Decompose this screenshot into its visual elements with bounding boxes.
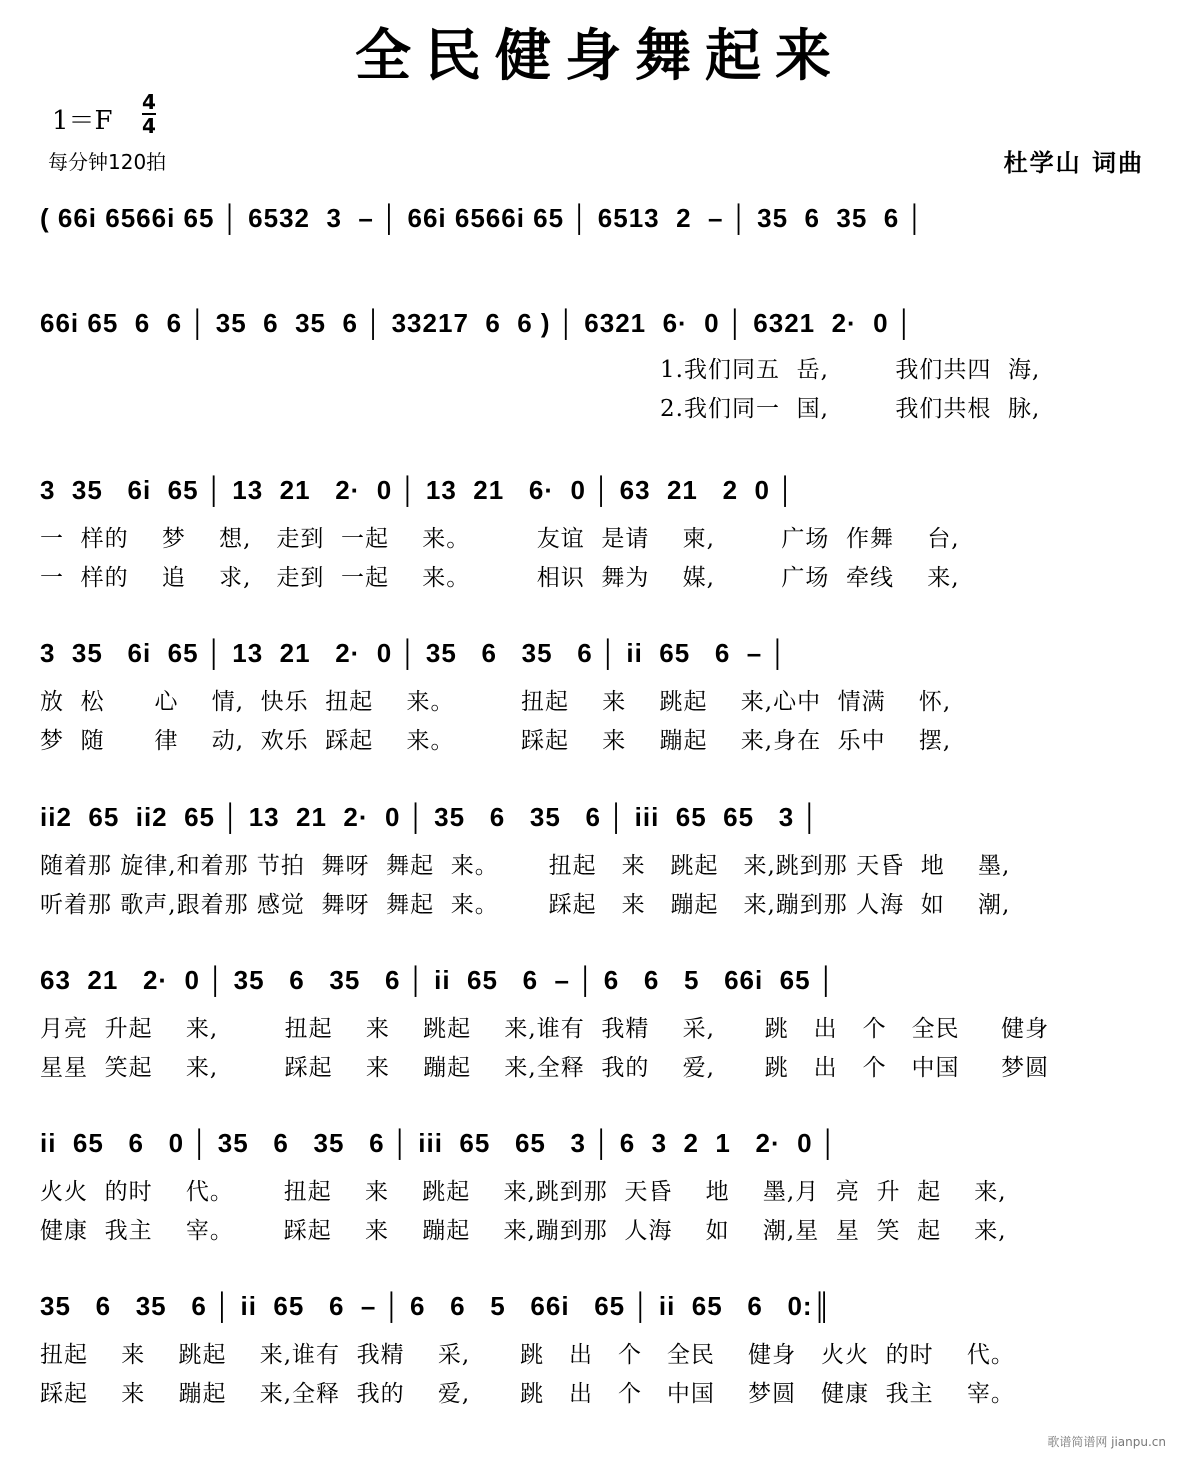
lyric-verse-1: 扭起 来 跳起 来,谁有 我精 采, 跳 出 个 全民 健身 火火 的时 代。 — [40, 1342, 1015, 1368]
score-row-1 — [40, 203, 1160, 234]
time-signature-top: 4 — [142, 90, 156, 114]
score-row-3 — [40, 475, 1160, 592]
score-row-2 — [40, 308, 1160, 423]
lyric-verse-2: 梦 随 律 动, 欢乐 踩起 来。 踩起 来 蹦起 来,身在 乐中 摆, — [40, 728, 952, 754]
lyric-verse-1: 1.我们同五 岳, 我们共四 海, — [660, 357, 1041, 383]
score-row-8 — [40, 1291, 1160, 1408]
time-signature — [142, 92, 156, 136]
notation-line: 63 21 2· 0 │ 35 6 35 6 │ ii 65 6 – │ 6 6 5 66i 65 │ — [40, 965, 837, 995]
score-row-7 — [40, 1128, 1160, 1245]
notation-line: 3 35 6i 65 │ 13 21 2· 0 │ 35 6 35 6 │ ii 65 6 – │ — [40, 638, 788, 668]
notation-line: 66i 65 6 6 │ 35 6 35 6 │ 33217 6 6 ) │ 6321 6· 0 │ 6321 2· 0 │ — [40, 308, 915, 338]
lyric-verse-1: 一 样的 梦 想, 走到 一起 来。 友谊 是请 柬, 广场 作舞 台, — [40, 526, 960, 552]
tempo-marking: 每分钟120拍 — [48, 150, 167, 174]
notation-line: 35 6 35 6 │ ii 65 6 – │ 6 6 5 66i 65 │ ii 65 6 0:║ — [40, 1291, 832, 1321]
score-row-4 — [40, 638, 1160, 755]
lyric-verse-2: 一 样的 追 求, 走到 一起 来。 相识 舞为 媒, 广场 牵线 来, — [40, 565, 960, 591]
lyric-verse-2: 2.我们同一 国, 我们共根 脉, — [660, 396, 1041, 422]
lyric-verse-1: 月亮 升起 来, 扭起 来 跳起 来,谁有 我精 采, 跳 出 个 全民 健身 — [40, 1016, 1050, 1042]
lyric-verse-1: 随着那 旋律,和着那 节拍 舞呀 舞起 来。 扭起 来 跳起 来,跳到那 天昏 地 墨, — [40, 853, 1011, 879]
lyric-verse-2: 听着那 歌声,跟着那 感觉 舞呀 舞起 来。 踩起 来 蹦起 来,蹦到那 人海 如 潮, — [40, 892, 1011, 918]
notation-line: ii2 65 ii2 65 │ 13 21 2· 0 │ 35 6 35 6 │ iii 65 65 3 │ — [40, 802, 820, 832]
lyric-verse-1: 放 松 心 情, 快乐 扭起 来。 扭起 来 跳起 来,心中 情满 怀, — [40, 689, 952, 715]
song-title: 全民健身舞起来 — [355, 23, 845, 89]
time-signature-bottom: 4 — [142, 114, 156, 138]
lyric-verse-2: 健康 我主 宰。 踩起 来 蹦起 来,蹦到那 人海 如 潮,星 星 笑 起 来, — [40, 1218, 1007, 1244]
lyric-verse-2: 踩起 来 蹦起 来,全释 我的 爱, 跳 出 个 中国 梦圆 健康 我主 宰。 — [40, 1381, 1015, 1407]
notation-line: ( 66i 6566i 65 │ 6532 3 – │ 66i 6566i 65 │ 6513 2 – │ 35 6 35 6 │ — [40, 203, 925, 233]
key-signature: 1＝F — [52, 106, 113, 136]
lyric-verse-2: 星星 笑起 来, 踩起 来 蹦起 来,全释 我的 爱, 跳 出 个 中国 梦圆 — [40, 1055, 1050, 1081]
score-row-6 — [40, 965, 1160, 1082]
notation-line: 3 35 6i 65 │ 13 21 2· 0 │ 13 21 6· 0 │ 63 21 2 0 │ — [40, 475, 796, 505]
notation-line: ii 65 6 0 │ 35 6 35 6 │ iii 65 65 3 │ 6 3 2 1 2· 0 │ — [40, 1128, 839, 1158]
lyric-verse-1: 火火 的时 代。 扭起 来 跳起 来,跳到那 天昏 地 墨,月 亮 升 起 来, — [40, 1179, 1007, 1205]
composer-credit: 杜学山 词曲 — [1003, 149, 1144, 177]
watermark: 歌谱简谱网 jianpu.cn — [1047, 1435, 1166, 1449]
score-row-5 — [40, 802, 1160, 919]
